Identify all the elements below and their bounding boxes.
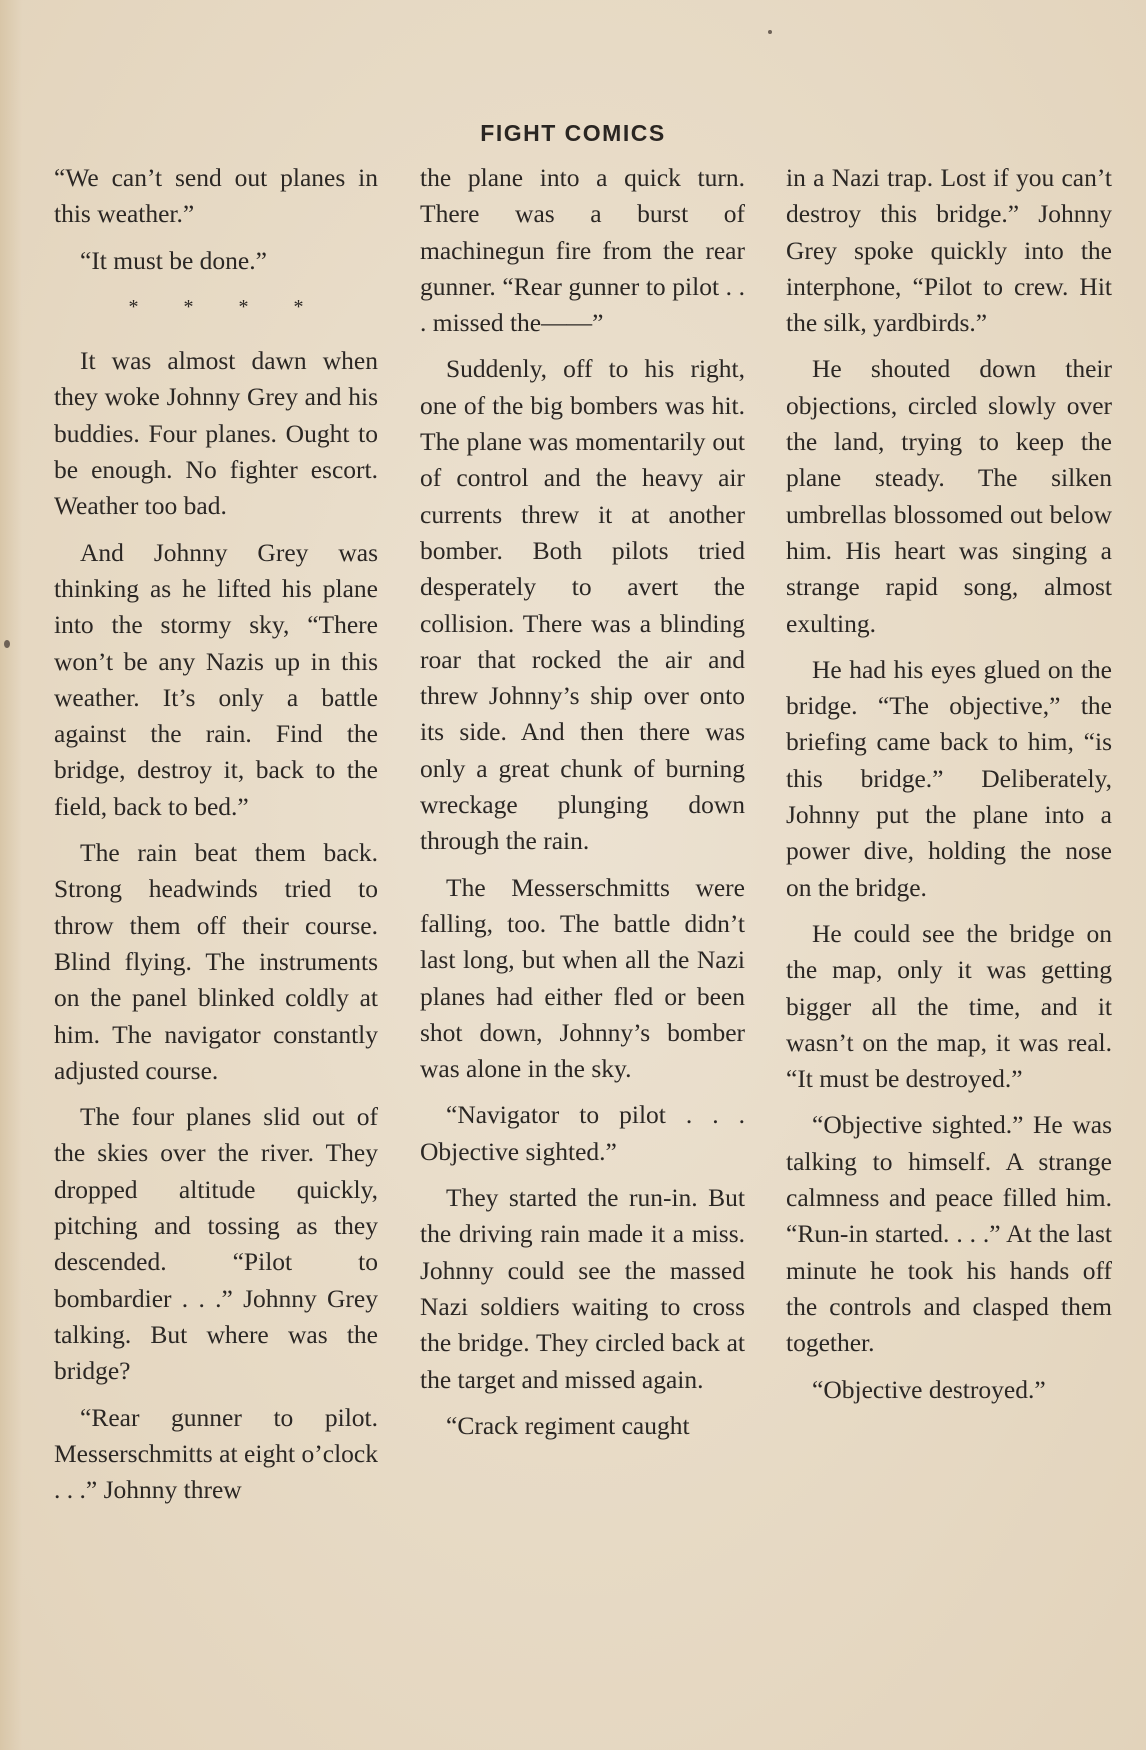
text-column-1 xyxy=(54,160,378,1518)
paragraph: “Crack regiment caught xyxy=(446,1410,690,1440)
text-column-2 xyxy=(420,160,745,1454)
paragraph: “Objective sighted.” He was talking to himself. A strange calmness and peace filled him. “Run-in started. . . .” At the last minute he took his hands off the controls and clasped them together. xyxy=(786,1110,1112,1358)
paragraph: in a Nazi trap. Lost if you can’t destroy this bridge.” Johnny Grey spoke quickly into the interphone, “Pilot to crew. Hit the silk, yardbirds.” xyxy=(786,163,1112,338)
text-column-3 xyxy=(786,160,1112,1418)
print-speck xyxy=(4,640,10,648)
paragraph: “We can’t send out planes in this weather.” xyxy=(54,163,378,229)
paragraph: It was almost dawn when they woke Johnny Grey and his buddies. Four planes. Ought to be enough. No fighter escort. Weather too bad. xyxy=(54,346,378,521)
paragraph: “Objective destroyed.” xyxy=(812,1374,1046,1404)
paragraph: The rain beat them back. Strong headwinds tried to throw them off their course. Blind flying. The instruments on the panel blinked coldly at him. The navigator constantly adjusted course. xyxy=(54,838,378,1085)
paragraph: “It must be done.” xyxy=(80,245,267,275)
paragraph: He shouted down their objections, circled slowly over the land, trying to keep the plane steady. The silken umbrellas blossomed out below him. His heart was singing a strange rapid song, almost exulting. xyxy=(786,354,1112,638)
paragraph: The Messerschmitts were falling, too. The battle didn’t last long, but when all the Nazi planes had either fled or been shot down, Johnny’s bomber was alone in the sky. xyxy=(420,872,745,1084)
paragraph: They started the run-in. But the driving rain made it a miss. Johnny could see the massed Nazi soldiers waiting to cross the bridge. They circled back at the target and missed again. xyxy=(420,1183,745,1394)
paragraph: Suddenly, off to his right, one of the big bombers was hit. The plane was momentarily out of control and the heavy air currents threw it at another bomber. Both pilots tried desperately to avert the collision. There was a blinding roar that rocked the air and threw Johnny’s ship over onto its side. And then there was only a great chunk of burning wreckage plunging down through the rain. xyxy=(420,354,745,856)
paragraph: He had his eyes glued on the bridge. “The objective,” the briefing came back to him, “is this bridge.” Deliberately, Johnny put the plane into a power dive, holding the nose on the bridge. xyxy=(786,654,1112,902)
section-break: * * * * xyxy=(128,295,324,318)
print-speck xyxy=(768,30,772,34)
paragraph: “Navigator to pilot . . . Objective sighted.” xyxy=(420,1100,745,1166)
paragraph: And Johnny Grey was thinking as he lifted his plane into the stormy sky, “There won’t be any Nazis up in this weather. It’s only a battle against the rain. Find the bridge, destroy it, back to the field, back to bed.” xyxy=(54,537,378,821)
paragraph: The four planes slid out of the skies over the river. They dropped altitude quickly, pitching and tossing as they descended. “Pilot to bombardier . . .” Johnny Grey talking. But where was the bridge? xyxy=(54,1102,378,1386)
page-header: FIGHT COMICS xyxy=(480,120,666,146)
page-edge-shadow xyxy=(0,0,22,1750)
paragraph: “Rear gunner to pilot. Messerschmitts at eight o’clock . . .” Johnny threw xyxy=(54,1402,378,1505)
paragraph: He could see the bridge on the map, only it was getting bigger all the time, and it wasn’t on the map, it was real. “It must be destroyed.” xyxy=(786,918,1112,1094)
paragraph: the plane into a quick turn. There was a burst of machinegun fire from the rear gunner. “Rear gunner to pilot . . . missed the——” xyxy=(420,163,745,338)
